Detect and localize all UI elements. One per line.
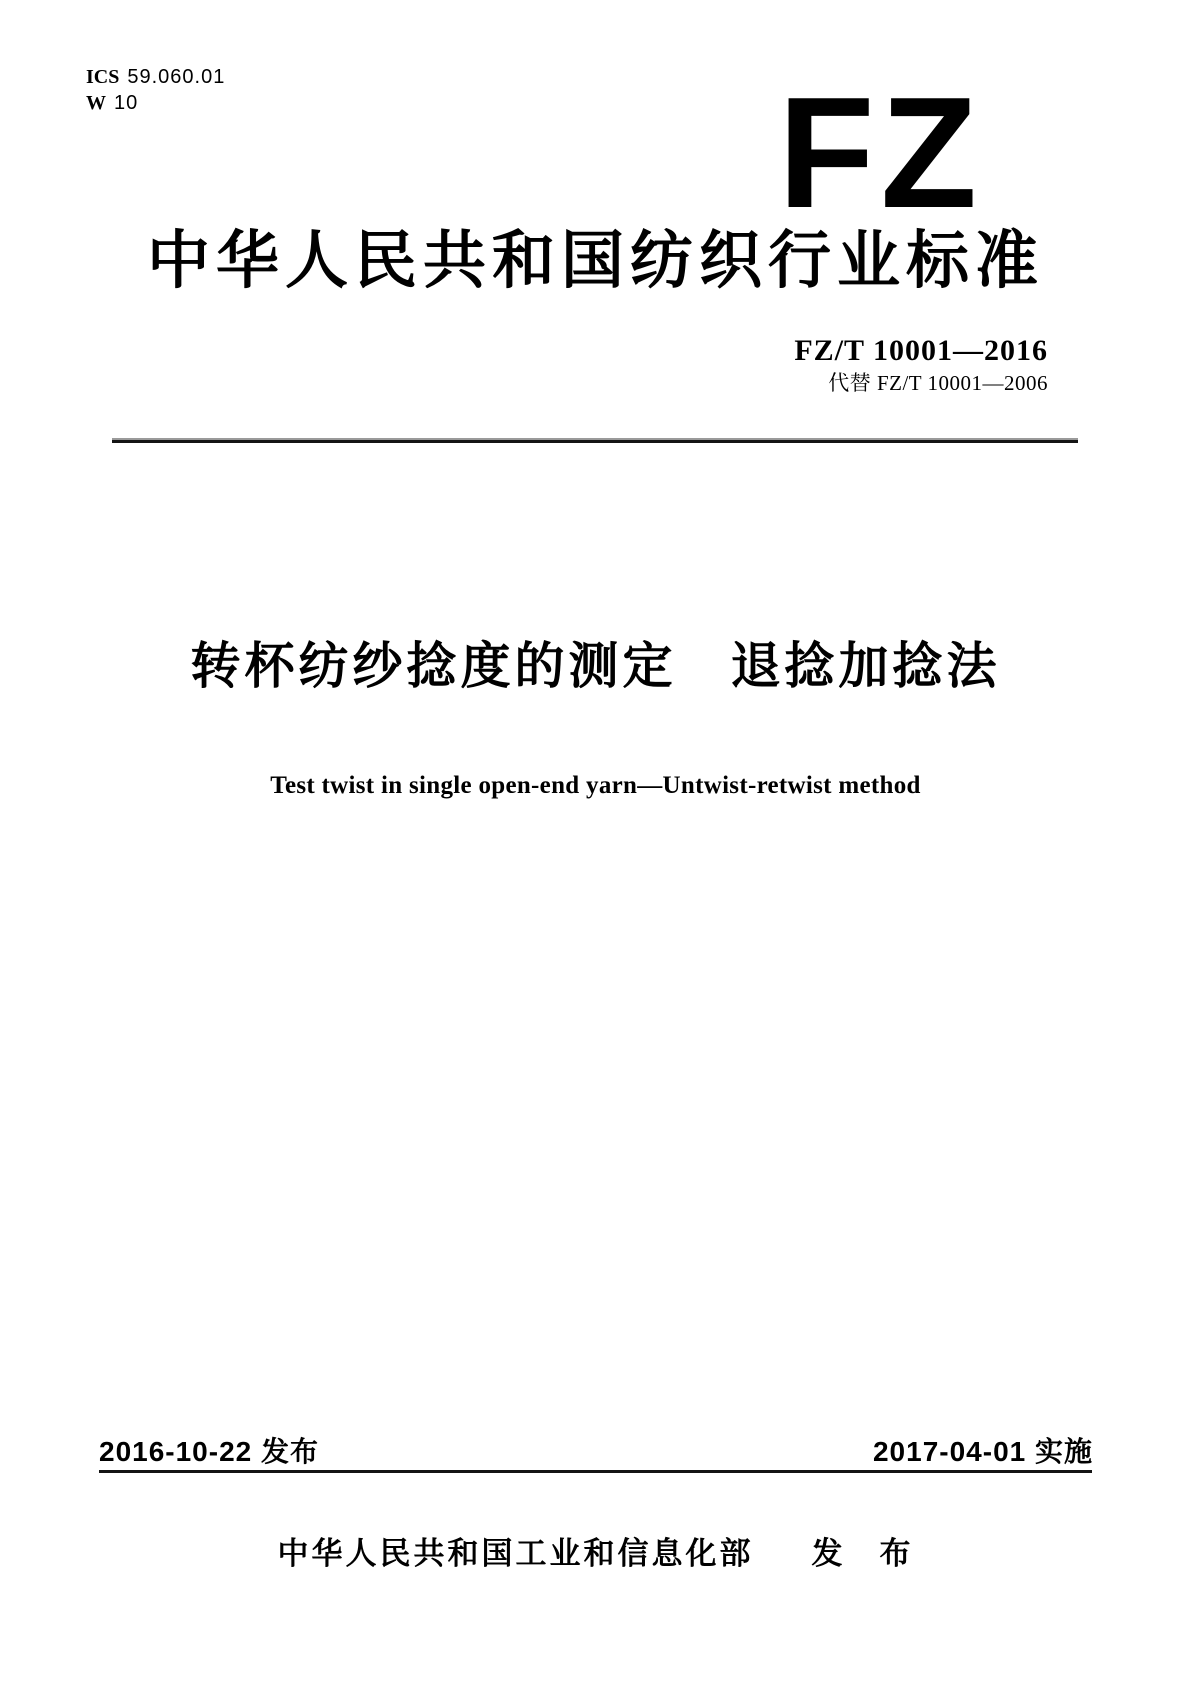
class-label: W (86, 92, 106, 114)
header-divider (112, 440, 1078, 443)
fz-logo: FZ (778, 65, 984, 241)
ics-label: ICS (86, 66, 120, 88)
footer-divider (99, 1470, 1092, 1473)
standard-category-title: 中华人民共和国纺织行业标准 (147, 226, 1044, 296)
ics-code: 59.060.01 (127, 66, 226, 88)
document-class-line (86, 90, 225, 116)
ics-line (86, 64, 225, 90)
document-title-en: Test twist in single open-end yarn—Untwist-retwist method (270, 772, 921, 799)
publisher-row (0, 1528, 1191, 1573)
standard-number-block (794, 334, 1048, 396)
standard-number: FZ/T 10001—2016 (794, 334, 1048, 367)
implementation-date: 2017-04-01 实施 (872, 1436, 1093, 1467)
document-title-zh: 转杯纺纱捻度的测定 退捻加捻法 (190, 638, 1001, 694)
publish-word: 发 布 (811, 1536, 914, 1571)
publisher-name: 中华人民共和国工业和信息化部 (277, 1536, 754, 1571)
date-row (99, 1430, 1093, 1470)
issue-date: 2016-10-22 发布 (99, 1436, 320, 1467)
ics-block (86, 64, 225, 116)
replaces-note: 代替 FZ/T 10001—2006 (828, 371, 1048, 395)
class-code: 10 (114, 92, 139, 114)
